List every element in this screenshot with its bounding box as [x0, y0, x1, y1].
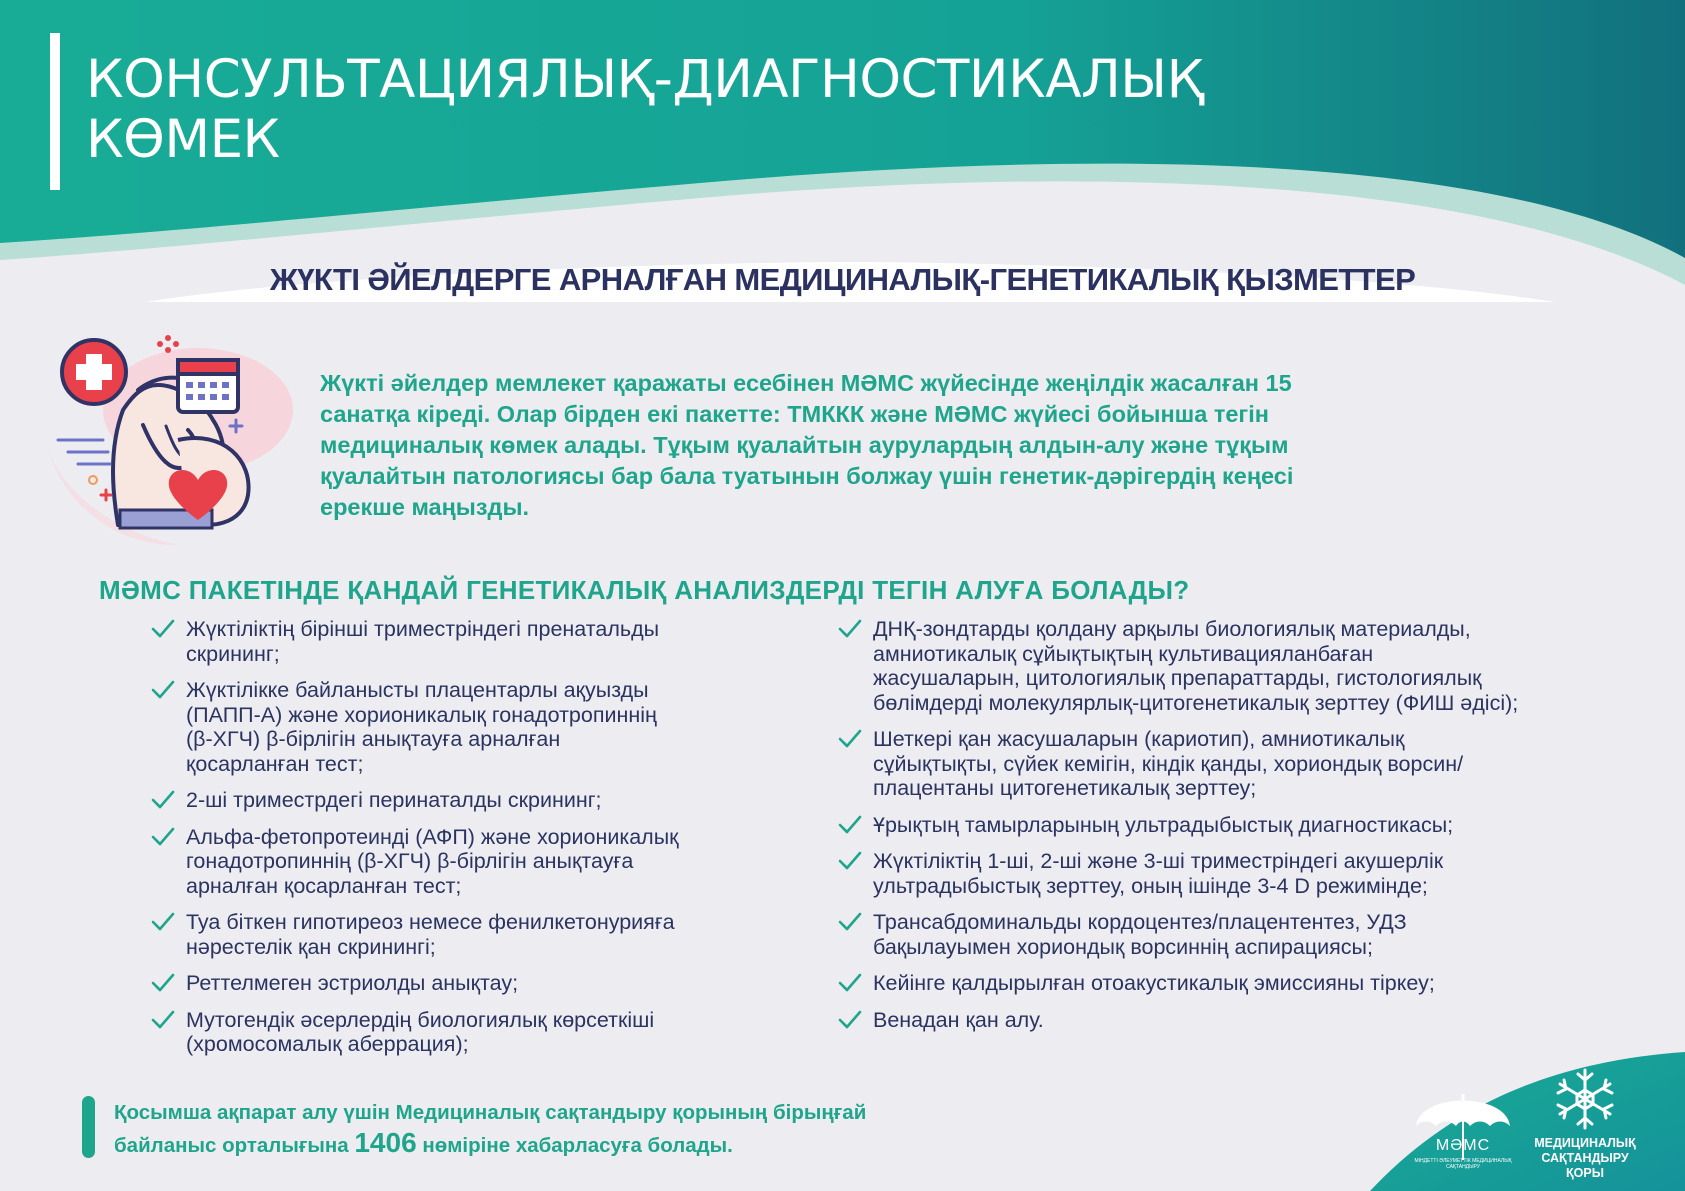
- analysis-list-item: [837, 849, 1597, 898]
- checkmark-icon: [837, 971, 863, 995]
- analysis-list-item: [150, 788, 790, 813]
- fund-snowflake-logo: [1552, 1066, 1618, 1132]
- checkmark-icon: [837, 813, 863, 837]
- checkmark-icon: [837, 727, 863, 751]
- checkmark-icon: [150, 971, 176, 995]
- checkmark-icon: [837, 1008, 863, 1032]
- analysis-list-item: [837, 727, 1597, 801]
- footer-text: байланыс орталығына: [114, 1134, 355, 1157]
- analysis-list-item: [837, 617, 1597, 715]
- list-item-line: Ұрықтың тамырларының ультрадыбыстық диагностикасы;: [873, 812, 1454, 837]
- intro-line: Жүкті әйелдер мемлекет қаражаты есебінен МӘМС жүйесінде жеңілдік жасалған 15: [320, 370, 1292, 396]
- checkmark-icon: [150, 617, 176, 641]
- intro-paragraph: [320, 368, 1500, 523]
- fund-logo-text: [1525, 1136, 1645, 1181]
- checkmark-icon: [837, 910, 863, 934]
- list-item-line: Туа біткен гипотиреоз немесе фенилкетонурияға: [186, 910, 675, 934]
- checkmark-icon: [837, 849, 863, 873]
- fund-logo-line: ҚОРЫ: [1566, 1166, 1604, 1180]
- list-item-line: Жүктіліктің бірінші триместріндегі пренатальды: [186, 617, 660, 641]
- list-item-line: скрининг;: [186, 641, 280, 666]
- footer-contact-text: [114, 1098, 1014, 1161]
- right-analysis-list: [837, 617, 1597, 1044]
- mams-logo-small-text: МІНДЕТТІ ӘЛЕУМЕТТІК МЕДИЦИНАЛЫҚ САҚТАНДЫРУ: [1414, 1158, 1512, 1170]
- list-item-line: Венадан қан алу.: [873, 1007, 1044, 1032]
- list-item-line: сұйықтықты, сүйек кемігін, кіндік қанды, хориондық ворсин/: [873, 751, 1464, 776]
- checkmark-icon: [150, 1008, 176, 1032]
- intro-line: ерекше маңызды.: [320, 494, 530, 520]
- question-heading: МӘМС ПАКЕТІНДЕ ҚАНДАЙ ГЕНЕТИКАЛЫҚ АНАЛИЗДЕРДІ ТЕГІН АЛУҒА БОЛАДЫ?: [99, 575, 1190, 605]
- list-item-line: нәрестелік қан скринингі;: [186, 934, 436, 959]
- list-item-line: бөлімдерді молекулярлық-цитогенетикалық зерттеу (ФИШ әдісі);: [873, 690, 1519, 715]
- intro-line: қуалайтын патологиясы бар бала туатынын болжау үшін генетик-дәрігердің кеңесі: [320, 463, 1294, 489]
- pregnancy-illustration: [48, 330, 298, 550]
- checkmark-icon: [150, 910, 176, 934]
- list-item-line: Реттелмеген эстриолды анықтау;: [186, 971, 519, 995]
- title-accent-bar: [50, 33, 60, 190]
- title-line-2: КӨМЕК: [86, 109, 280, 170]
- checkmark-icon: [837, 617, 863, 641]
- analysis-list-item: [150, 971, 790, 996]
- list-item-line: (ПАПП-А) және хорионикалық гонадотропиннің: [186, 702, 657, 727]
- list-item-line: Шеткері қан жасушаларын (кариотип), амниотикалық: [873, 727, 1405, 751]
- title-line-1: КОНСУЛЬТАЦИЯЛЫҚ-ДИАГНОСТИКАЛЫҚ: [86, 49, 1204, 110]
- analysis-list-item: [837, 971, 1597, 996]
- analysis-list-item: [837, 910, 1597, 959]
- analysis-list-item: [150, 617, 790, 666]
- list-item-line: Жүктіліктің 1-ші, 2-ші және 3-ші триместріндегі акушерлік: [873, 849, 1444, 873]
- list-item-line: ультрадыбыстық зерттеу, оның ішінде 3-4 D режимінде;: [873, 873, 1428, 898]
- fund-logo-line: МЕДИЦИНАЛЫҚ: [1534, 1136, 1636, 1150]
- list-item-line: Жүктілікке байланысты плацентарлы ақуызды: [186, 678, 649, 702]
- list-item-line: Трансабдоминальды кордоцентез/плацентентез, УДЗ: [873, 910, 1407, 934]
- analysis-list-item: [837, 813, 1597, 838]
- analysis-list-item: [150, 910, 790, 959]
- mams-logo-text: МӘМС: [1435, 1137, 1491, 1154]
- section-subtitle: ЖҮКТІ ӘЙЕЛДЕРГЕ АРНАЛҒАН МЕДИЦИНАЛЫҚ-ГЕНЕТИКАЛЫҚ ҚЫЗМЕТТЕР: [269, 262, 1416, 297]
- list-item-line: (β-ХГЧ) β-бірлігін анықтауға арналған: [186, 727, 561, 751]
- analysis-list-item: [150, 825, 790, 899]
- checkmark-icon: [150, 788, 176, 812]
- analysis-list-item: [150, 1008, 790, 1057]
- list-item-line: плацентаны цитогенетикалық зерттеу;: [873, 776, 1257, 800]
- intro-line: медициналық көмек алады. Тұқым қуалайтын аурулардың алдын-алу және тұқым: [320, 432, 1289, 458]
- list-item-line: арналған қосарланған тест;: [186, 873, 462, 898]
- list-item-line: (хромосомалық аберрация);: [186, 1032, 469, 1056]
- list-item-line: қосарланған тест;: [186, 751, 364, 776]
- analysis-list-item: [837, 1008, 1597, 1033]
- page-title: [86, 50, 1486, 170]
- checkmark-icon: [150, 825, 176, 849]
- footer-line-1: Қосымша ақпарат алу үшін Медициналық сақтандыру қорының бірыңғай: [114, 1101, 867, 1124]
- list-item-line: Мутогендік әсерлердің биологиялық көрсеткіші: [186, 1007, 655, 1032]
- list-item-line: ДНҚ-зондтарды қолдану арқылы биологиялық материалды,: [873, 617, 1471, 641]
- left-analysis-list: [150, 617, 790, 1069]
- footer-text: нөміріне хабарласуға болады.: [416, 1134, 733, 1157]
- list-item-line: Кейінге қалдырылған отоакустикалық эмиссияны тіркеу;: [873, 971, 1435, 995]
- footer-accent-bar: [82, 1096, 95, 1158]
- list-item-line: Альфа-фетопротеинді (АФП) және хорионикалық: [186, 824, 679, 849]
- list-item-line: амниотикалық сұйықтықтың культивацияланбаған: [873, 641, 1374, 666]
- list-item-line: 2-ші триместрдегі перинаталды скрининг;: [186, 788, 602, 812]
- list-item-line: гонадотропиннің (β-ХГЧ) β-бірлігін анықтауға: [186, 849, 634, 873]
- footer-line-2: [114, 1128, 1014, 1161]
- fund-logo-line: САҚТАНДЫРУ: [1541, 1151, 1629, 1165]
- intro-line: санатқа кіреді. Олар бірден екі пакетте: ТМККК және МӘМС жүйесі бойынша тегін: [320, 401, 1269, 427]
- list-item-line: жасушаларын, цитологиялық препараттарды, гистологиялық: [873, 666, 1482, 690]
- checkmark-icon: [150, 678, 176, 702]
- contact-number: 1406: [354, 1127, 417, 1158]
- analysis-list-item: [150, 678, 790, 776]
- list-item-line: бақылауымен хориондық ворсиннің аспирациясы;: [873, 934, 1373, 959]
